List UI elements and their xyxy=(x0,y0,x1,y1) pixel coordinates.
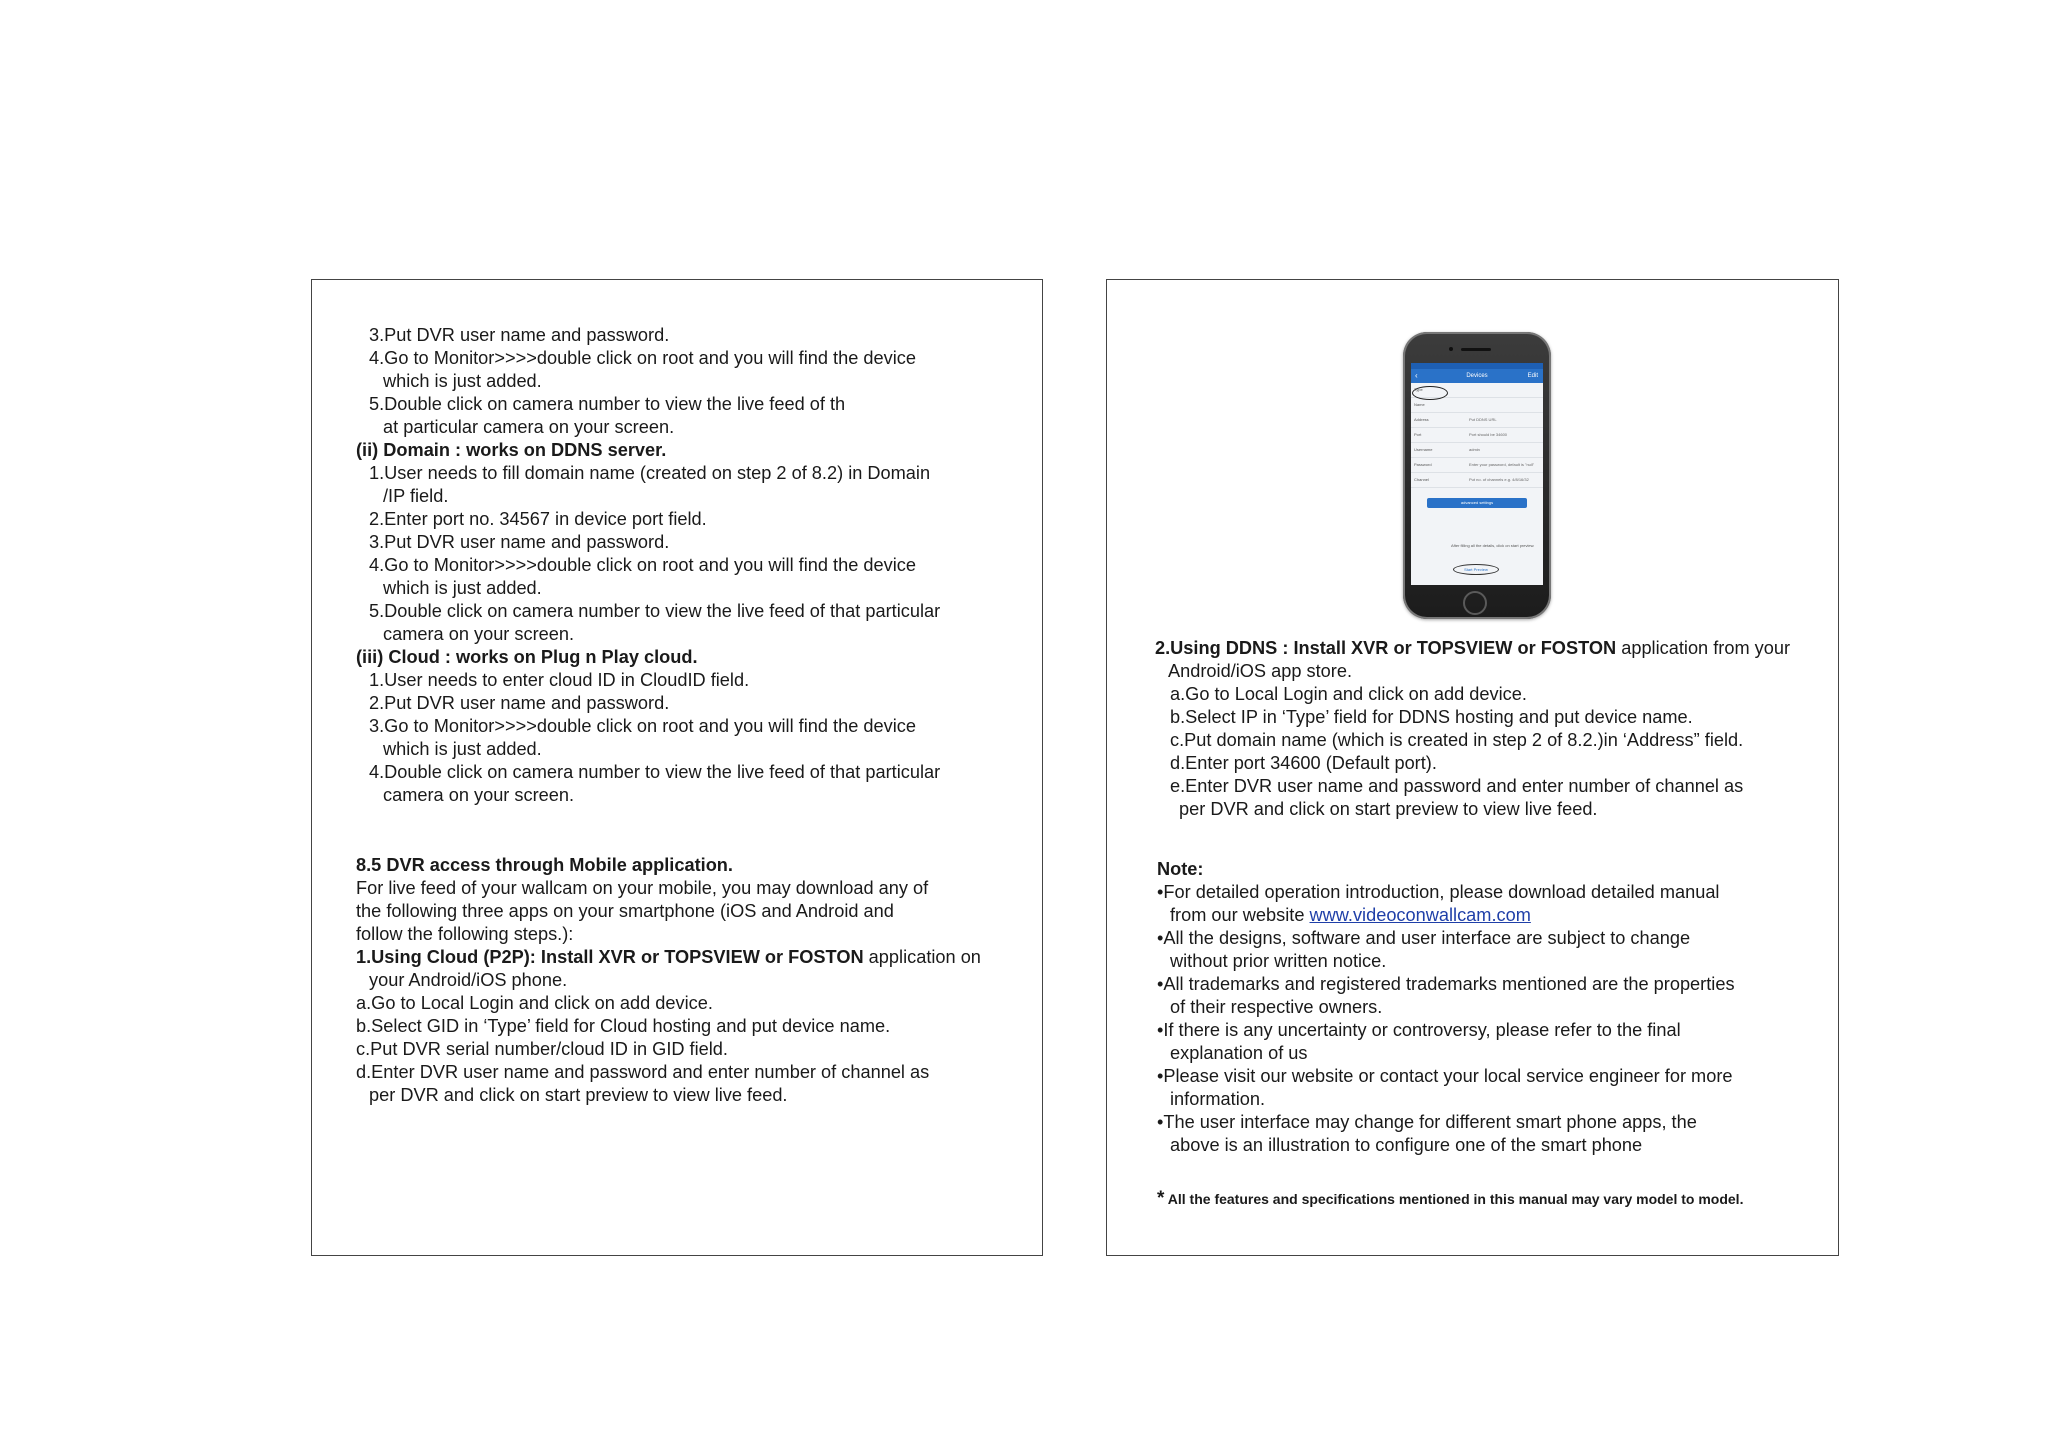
section-heading-cloud: (iii) Cloud : works on Plug n Play cloud. xyxy=(356,647,698,667)
note-line: •For detailed operation introduction, please download detailed manual xyxy=(1157,882,1720,902)
footnote xyxy=(1157,1188,1743,1210)
row-label: Password xyxy=(1414,462,1432,467)
highlight-oval xyxy=(1412,386,1448,400)
advanced-settings-button: advanced settings xyxy=(1427,498,1527,508)
note-line: above is an illustration to configure one of the smart phone xyxy=(1170,1135,1643,1155)
phone-form-row xyxy=(1411,458,1543,473)
row-label: Type xyxy=(1414,387,1423,392)
text-fragment: application on xyxy=(863,947,981,967)
text-line: a.Go to Local Login and click on add device. xyxy=(1170,684,1527,704)
phone-nav-title: Devices xyxy=(1466,373,1488,379)
spacer xyxy=(356,807,981,830)
text-line: 3.Put DVR user name and password. xyxy=(369,532,670,552)
row-value: admin xyxy=(1469,447,1480,452)
text-line: Android/iOS app store. xyxy=(1168,661,1352,681)
text-line: 3.Put DVR user name and password. xyxy=(369,325,670,345)
note-line: •All trademarks and registered trademarks mentioned are the properties xyxy=(1157,974,1735,994)
row-value: Put DDNS URL xyxy=(1469,417,1497,422)
phone-speaker xyxy=(1461,348,1491,351)
text-line: a.Go to Local Login and click on add device. xyxy=(356,993,713,1013)
text-line: at particular camera on your screen. xyxy=(383,417,675,437)
text-line: which is just added. xyxy=(383,371,542,391)
text-fragment: from our website xyxy=(1170,905,1310,925)
text-line: 5.Double click on camera number to view the live feed of th xyxy=(369,394,846,414)
phone-camera xyxy=(1449,347,1453,351)
phone-nav-edit: Edit xyxy=(1527,373,1538,379)
text-line: 4.Go to Monitor>>>>double click on root and you will find the device xyxy=(369,555,916,575)
left-manual-page xyxy=(311,279,1043,1256)
left-page-text xyxy=(356,324,981,1107)
right-page-text xyxy=(1155,637,1790,821)
phone-screen xyxy=(1411,363,1543,585)
text-line: 5.Double click on camera number to view the live feed of that particular xyxy=(369,601,941,621)
asterisk: * xyxy=(1157,1188,1165,1209)
note-line: without prior written notice. xyxy=(1170,951,1387,971)
text-fragment: application from your xyxy=(1616,638,1791,658)
section-heading-mobile-access: 8.5 DVR access through Mobile application. xyxy=(356,855,733,875)
text-line: /IP field. xyxy=(383,486,449,506)
note-line: •The user interface may change for different smart phone apps, the xyxy=(1157,1112,1697,1132)
text-line: camera on your screen. xyxy=(383,785,575,805)
note-line: •All the designs, software and user interface are subject to change xyxy=(1157,928,1691,948)
text-line: b.Select GID in ‘Type’ field for Cloud hosting and put device name. xyxy=(356,1016,891,1036)
text-line: 2.Put DVR user name and password. xyxy=(369,693,670,713)
text-line: d.Enter DVR user name and password and enter number of channel as xyxy=(356,1062,930,1082)
row-label: Username xyxy=(1414,447,1433,452)
text-line: 4.Double click on camera number to view the live feed of that particular xyxy=(369,762,941,782)
text-line-ddns xyxy=(1155,637,1790,660)
back-icon: ‹ xyxy=(1415,371,1418,380)
phone-note: After filling all the details, click on start preview. xyxy=(1451,543,1535,548)
note-line: •If there is any uncertainty or controversy, please refer to the final xyxy=(1157,1020,1681,1040)
right-manual-page xyxy=(1106,279,1839,1256)
phone-home-button xyxy=(1463,591,1487,615)
section-heading-domain: (ii) Domain : works on DDNS server. xyxy=(356,440,667,460)
note-section xyxy=(1157,858,1735,1157)
cloud-p2p-heading: 1.Using Cloud (P2P): Install XVR or TOPSVIEW or FOSTON xyxy=(356,947,864,967)
text-line: c.Put DVR serial number/cloud ID in GID field. xyxy=(356,1039,728,1059)
text-line: which is just added. xyxy=(383,739,542,759)
row-label: Name xyxy=(1414,402,1425,407)
text-line: follow the following steps.): xyxy=(356,924,574,944)
text-line: per DVR and click on start preview to view live feed. xyxy=(1179,799,1598,819)
phone-form-row xyxy=(1411,398,1543,413)
text-line: b.Select IP in ‘Type’ field for DDNS hosting and put device name. xyxy=(1170,707,1693,727)
phone-nav-bar xyxy=(1411,369,1543,383)
phone-form-row xyxy=(1411,443,1543,458)
row-label: Port xyxy=(1414,432,1422,437)
note-line: of their respective owners. xyxy=(1170,997,1383,1017)
note-line: •Please visit our website or contact your local service engineer for more xyxy=(1157,1066,1733,1086)
note-line: explanation of us xyxy=(1170,1043,1308,1063)
text-line: 1.User needs to fill domain name (created on step 2 of 8.2) in Domain xyxy=(369,463,931,483)
text-line: per DVR and click on start preview to view live feed. xyxy=(369,1085,788,1105)
text-line: 1.User needs to enter cloud ID in CloudID field. xyxy=(369,670,750,690)
text-line: which is just added. xyxy=(383,578,542,598)
row-value: Enter your password, default is "null" xyxy=(1469,462,1535,467)
phone-form-row xyxy=(1411,413,1543,428)
phone-form-row xyxy=(1411,428,1543,443)
start-preview-button: Start Preview xyxy=(1453,564,1499,575)
text-line: For live feed of your wallcam on your mobile, you may download any of xyxy=(356,878,929,898)
text-line: 4.Go to Monitor>>>>double click on root and you will find the device xyxy=(369,348,916,368)
text-line-cloud-p2p xyxy=(356,946,981,969)
text-line: your Android/iOS phone. xyxy=(369,970,568,990)
text-line: 2.Enter port no. 34567 in device port field. xyxy=(369,509,707,529)
note-line xyxy=(1157,904,1735,927)
row-value: Port should be 34600 xyxy=(1469,432,1508,437)
text-line: d.Enter port 34600 (Default port). xyxy=(1170,753,1437,773)
text-line: c.Put domain name (which is created in step 2 of 8.2.)in ‘Address” field. xyxy=(1170,730,1744,750)
text-line: camera on your screen. xyxy=(383,624,575,644)
text-line: 3.Go to Monitor>>>>double click on root and you will find the device xyxy=(369,716,916,736)
footnote-text: All the features and specifications mentioned in this manual may vary model to model. xyxy=(1164,1191,1744,1207)
row-value: Put no. of channels e.g. 4/8/16/32 xyxy=(1469,477,1529,482)
row-label: Address xyxy=(1414,417,1429,422)
spacer xyxy=(356,830,981,854)
row-label: Channel xyxy=(1414,477,1429,482)
text-line: e.Enter DVR user name and password and enter number of channel as xyxy=(1170,776,1744,796)
note-heading: Note: xyxy=(1157,859,1204,879)
phone-form-row xyxy=(1411,473,1543,488)
ddns-heading: 2.Using DDNS : Install XVR or TOPSVIEW or FOSTON xyxy=(1155,638,1617,658)
website-link[interactable]: www.videoconwallcam.com xyxy=(1309,905,1531,925)
text-line: the following three apps on your smartphone (iOS and Android and xyxy=(356,901,894,921)
smartphone-illustration xyxy=(1403,332,1551,619)
note-line: information. xyxy=(1170,1089,1266,1109)
